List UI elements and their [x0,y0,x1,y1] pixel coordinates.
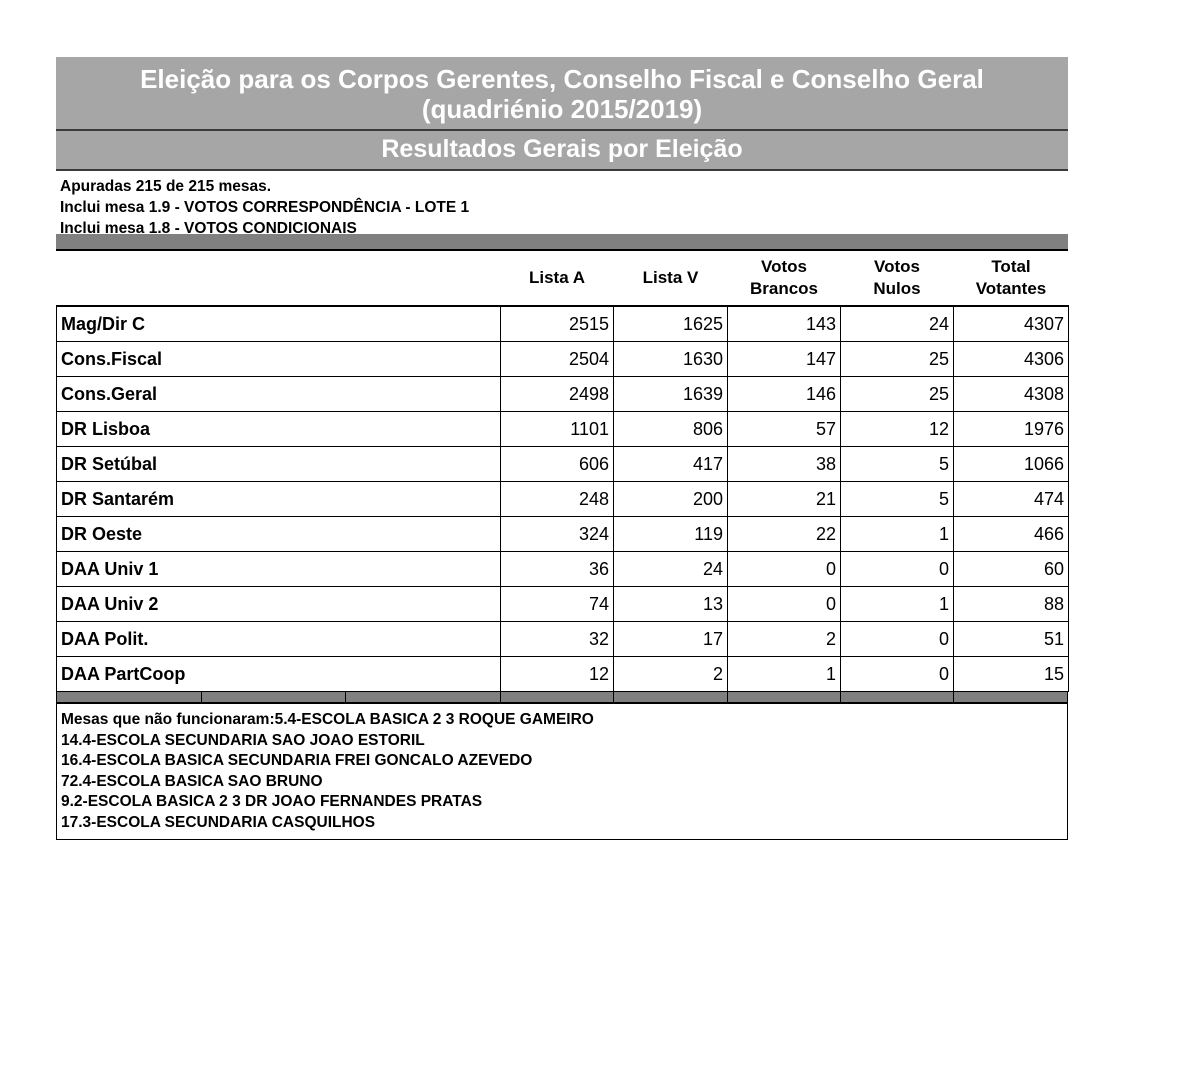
closed-station-line: 9.2-ESCOLA BASICA 2 3 DR JOAO FERNANDES PRATAS [61,793,483,810]
votos-brancos-cell: 146 [728,377,841,412]
election-name-cell: DAA PartCoop [57,657,501,692]
total-votantes-cell: 1066 [954,447,1069,482]
total-votantes-cell: 474 [954,482,1069,517]
title-band [56,57,1068,129]
election-name-cell: Cons.Fiscal [57,342,501,377]
election-name-cell: DAA Univ 2 [57,587,501,622]
total-votantes-cell: 4307 [954,306,1069,342]
table-header-row [57,251,1069,306]
table-row [57,482,1069,517]
table-footer-bar [56,692,1068,704]
votos-brancos-cell: 57 [728,412,841,447]
table-row [57,377,1069,412]
votos-brancos-cell: 21 [728,482,841,517]
election-name-cell: DR Oeste [57,517,501,552]
total-votantes-cell: 466 [954,517,1069,552]
votos-nulos-cell: 12 [841,412,954,447]
table-row [57,622,1069,657]
votos-nulos-cell: 0 [841,622,954,657]
lista-v-cell: 1625 [614,306,728,342]
election-name-cell: DAA Univ 1 [57,552,501,587]
column-header-lista-a: Lista A [501,251,614,306]
votos-nulos-cell: 0 [841,657,954,692]
election-name-cell: DR Lisboa [57,412,501,447]
votos-nulos-cell: 25 [841,342,954,377]
footer-bar-segment [841,692,954,702]
table-row [57,306,1069,342]
lista-v-cell: 417 [614,447,728,482]
footer-bar-segment [57,692,202,702]
votos-brancos-cell: 2 [728,622,841,657]
footer-bar-segment [202,692,346,702]
counting-notes [56,171,1068,237]
total-votantes-cell: 60 [954,552,1069,587]
lista-v-cell: 200 [614,482,728,517]
closed-station-line: 72.4-ESCOLA BASICA SAO BRUNO [61,772,323,790]
lista-a-cell: 2504 [501,342,614,377]
column-header-lista-v: Lista V [614,251,728,306]
note-line: Apuradas 215 de 215 mesas. [60,178,272,195]
note-line: Inclui mesa 1.9 - VOTOS CORRESPONDÊNCIA - LOTE 1 [60,199,470,216]
election-name-cell: Mag/Dir C [57,306,501,342]
votos-nulos-cell: 25 [841,377,954,412]
election-results-report [56,57,1068,840]
results-body [57,306,1069,692]
total-votantes-cell: 1976 [954,412,1069,447]
table-row [57,342,1069,377]
total-votantes-cell: 4306 [954,342,1069,377]
lista-v-cell: 13 [614,587,728,622]
total-votantes-cell: 15 [954,657,1069,692]
lista-a-cell: 606 [501,447,614,482]
votos-brancos-cell: 0 [728,552,841,587]
column-header-name [57,251,501,306]
report-period: (quadriénio 2015/2019) [421,94,703,124]
table-row [57,587,1069,622]
table-row [57,517,1069,552]
election-name-cell: Cons.Geral [57,377,501,412]
votos-brancos-cell: 22 [728,517,841,552]
votos-brancos-cell: 0 [728,587,841,622]
footer-bar-segment [614,692,728,702]
votos-nulos-cell: 1 [841,517,954,552]
column-header-total-votantes: Total Votantes [954,251,1069,306]
report-subtitle: Resultados Gerais por Eleição [381,135,743,163]
results-table [56,251,1069,692]
votos-brancos-cell: 143 [728,306,841,342]
lista-v-cell: 1639 [614,377,728,412]
lista-v-cell: 2 [614,657,728,692]
election-name-cell: DR Santarém [57,482,501,517]
lista-a-cell: 248 [501,482,614,517]
total-votantes-cell: 51 [954,622,1069,657]
lista-v-cell: 24 [614,552,728,587]
total-votantes-cell: 4308 [954,377,1069,412]
votos-nulos-cell: 0 [841,552,954,587]
closed-station-line: Mesas que não funcionaram:5.4-ESCOLA BASICA 2 3 ROQUE GAMEIRO [61,711,594,728]
lista-v-cell: 806 [614,412,728,447]
column-header-votos-brancos: Votos Brancos [728,251,841,306]
table-row [57,447,1069,482]
closed-stations-box [56,704,1068,840]
lista-a-cell: 2498 [501,377,614,412]
votos-nulos-cell: 5 [841,482,954,517]
lista-v-cell: 17 [614,622,728,657]
lista-v-cell: 119 [614,517,728,552]
lista-a-cell: 1101 [501,412,614,447]
footer-bar-segment [728,692,841,702]
votos-brancos-cell: 147 [728,342,841,377]
table-row [57,657,1069,692]
footer-bar-segment [954,692,1067,702]
votos-nulos-cell: 1 [841,587,954,622]
lista-v-cell: 1630 [614,342,728,377]
votos-nulos-cell: 24 [841,306,954,342]
votos-brancos-cell: 1 [728,657,841,692]
lista-a-cell: 32 [501,622,614,657]
closed-station-line: 14.4-ESCOLA SECUNDARIA SAO JOAO ESTORIL [61,731,425,749]
lista-a-cell: 12 [501,657,614,692]
note-line: Inclui mesa 1.8 - VOTOS CONDICIONAIS [60,220,357,237]
votos-nulos-cell: 5 [841,447,954,482]
report-title: Eleição para os Corpos Gerentes, Conselho Fiscal e Conselho Geral [140,64,984,94]
election-name-cell: DAA Polit. [57,622,501,657]
closed-station-line: 17.3-ESCOLA SECUNDARIA CASQUILHOS [61,813,376,831]
lista-a-cell: 2515 [501,306,614,342]
closed-station-line: 16.4-ESCOLA BASICA SECUNDARIA FREI GONCALO AZEVEDO [61,752,533,769]
subtitle-band [56,131,1068,169]
lista-a-cell: 36 [501,552,614,587]
table-row [57,552,1069,587]
election-name-cell: DR Setúbal [57,447,501,482]
votos-brancos-cell: 38 [728,447,841,482]
total-votantes-cell: 88 [954,587,1069,622]
footer-bar-segment [346,692,501,702]
footer-bar-segment [501,692,614,702]
lista-a-cell: 74 [501,587,614,622]
column-header-votos-nulos: Votos Nulos [841,251,954,306]
table-row [57,412,1069,447]
lista-a-cell: 324 [501,517,614,552]
